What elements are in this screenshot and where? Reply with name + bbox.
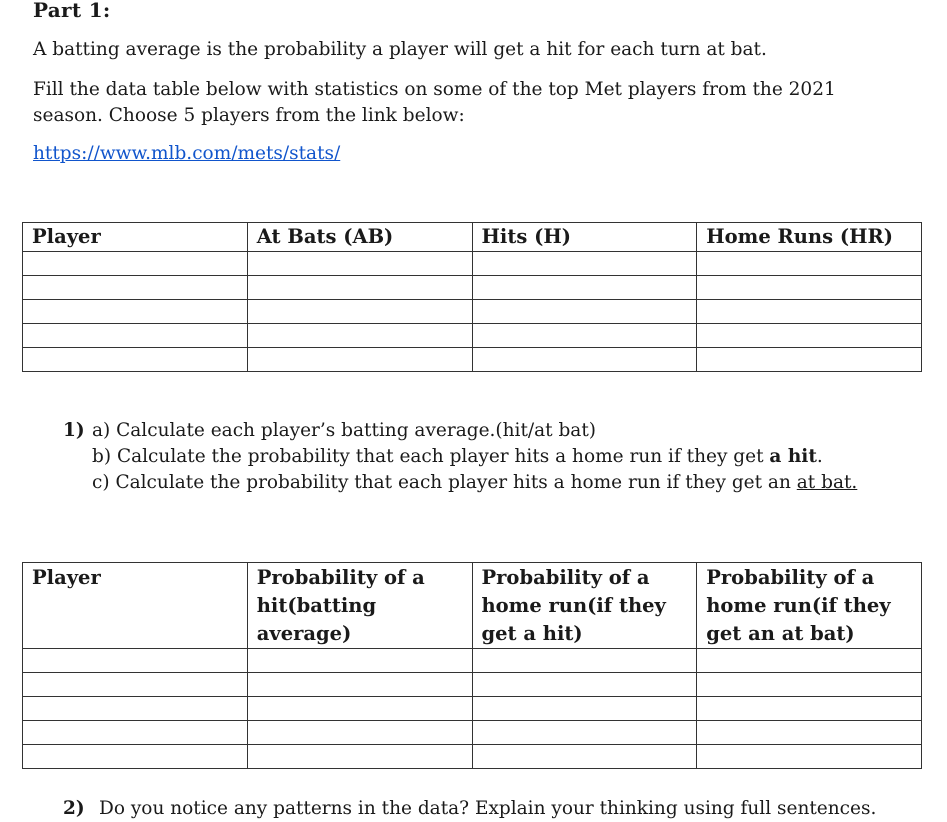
table-cell[interactable]	[23, 721, 248, 745]
table-cell[interactable]	[697, 300, 922, 324]
table-row	[23, 348, 922, 372]
header-player: Player	[23, 223, 248, 252]
table-cell[interactable]	[23, 745, 248, 769]
table-cell[interactable]	[247, 745, 472, 769]
mets-stats-link[interactable]: https://www.mlb.com/mets/stats/	[33, 143, 341, 164]
table-cell[interactable]	[697, 276, 922, 300]
table-cell[interactable]	[697, 324, 922, 348]
table-row	[23, 649, 922, 673]
table-cell[interactable]	[472, 745, 697, 769]
table-cell[interactable]	[472, 649, 697, 673]
table-cell[interactable]	[23, 252, 248, 276]
page-heading: Part 1:	[33, 0, 111, 22]
table-cell[interactable]	[697, 348, 922, 372]
table-cell[interactable]	[472, 300, 697, 324]
header-prob-hr-given-hit: Probability of a home run(if they get a hit)	[472, 563, 697, 649]
table-row	[23, 324, 922, 348]
table-cell[interactable]	[697, 673, 922, 697]
table-cell[interactable]	[472, 348, 697, 372]
table-cell[interactable]	[472, 324, 697, 348]
table-row	[23, 721, 922, 745]
table-cell[interactable]	[23, 649, 248, 673]
intro-paragraph: A batting average is the probability a player will get a hit for each turn at bat.	[33, 39, 767, 60]
table-cell[interactable]	[247, 721, 472, 745]
table-cell[interactable]	[247, 697, 472, 721]
table-row	[23, 252, 922, 276]
question-1-number: 1)	[63, 420, 85, 441]
table-cell[interactable]	[472, 276, 697, 300]
table-cell[interactable]	[23, 324, 248, 348]
question-1a: a) Calculate each player’s batting average.(hit/at bat)	[92, 420, 596, 441]
table-cell[interactable]	[472, 721, 697, 745]
instructions-paragraph: Fill the data table below with statistics on some of the top Met players from the 2021 season. Choose 5 players from the link below:	[33, 79, 836, 126]
question-1c-underlined: at bat.	[796, 472, 858, 493]
table-cell[interactable]	[697, 697, 922, 721]
table-row	[23, 276, 922, 300]
table-cell[interactable]	[247, 300, 472, 324]
header-at-bats: At Bats (AB)	[247, 223, 472, 252]
question-1b-text: b) Calculate the probability that each player hits a home run if they get	[92, 446, 770, 467]
table-row	[23, 745, 922, 769]
table-cell[interactable]	[23, 276, 248, 300]
table-cell[interactable]	[23, 348, 248, 372]
table-header-row	[23, 563, 922, 649]
table-cell[interactable]	[697, 252, 922, 276]
header-prob-hr-given-at-bat: Probability of a home run(if they get an at bat)	[697, 563, 922, 649]
question-1b-bold: a hit	[769, 446, 817, 467]
table-cell[interactable]	[472, 697, 697, 721]
table-cell[interactable]	[697, 649, 922, 673]
header-player: Player	[23, 563, 248, 649]
header-home-runs: Home Runs (HR)	[697, 223, 922, 252]
table-row	[23, 673, 922, 697]
question-1c-text: c) Calculate the probability that each player hits a home run if they get an	[92, 472, 797, 493]
table-cell[interactable]	[23, 300, 248, 324]
table-cell[interactable]	[247, 348, 472, 372]
player-stats-table	[22, 222, 922, 372]
question-2-text: Do you notice any patterns in the data? Explain your thinking using full sentences.	[99, 798, 877, 819]
table-row	[23, 697, 922, 721]
header-prob-hit: Probability of a hit(batting average)	[247, 563, 472, 649]
question-2-number: 2)	[63, 798, 85, 819]
table-cell[interactable]	[247, 324, 472, 348]
table-row	[23, 300, 922, 324]
table-cell[interactable]	[247, 673, 472, 697]
table-cell[interactable]	[472, 673, 697, 697]
table-cell[interactable]	[697, 745, 922, 769]
table-cell[interactable]	[247, 649, 472, 673]
table-cell[interactable]	[472, 252, 697, 276]
table-cell[interactable]	[697, 721, 922, 745]
table-cell[interactable]	[247, 276, 472, 300]
header-hits: Hits (H)	[472, 223, 697, 252]
table-cell[interactable]	[23, 697, 248, 721]
table-cell[interactable]	[23, 673, 248, 697]
table-cell[interactable]	[247, 252, 472, 276]
table-header-row	[23, 223, 922, 252]
probability-table	[22, 562, 922, 769]
question-1b	[92, 444, 823, 470]
question-1b-suffix: .	[816, 446, 823, 467]
question-1c	[92, 470, 857, 496]
